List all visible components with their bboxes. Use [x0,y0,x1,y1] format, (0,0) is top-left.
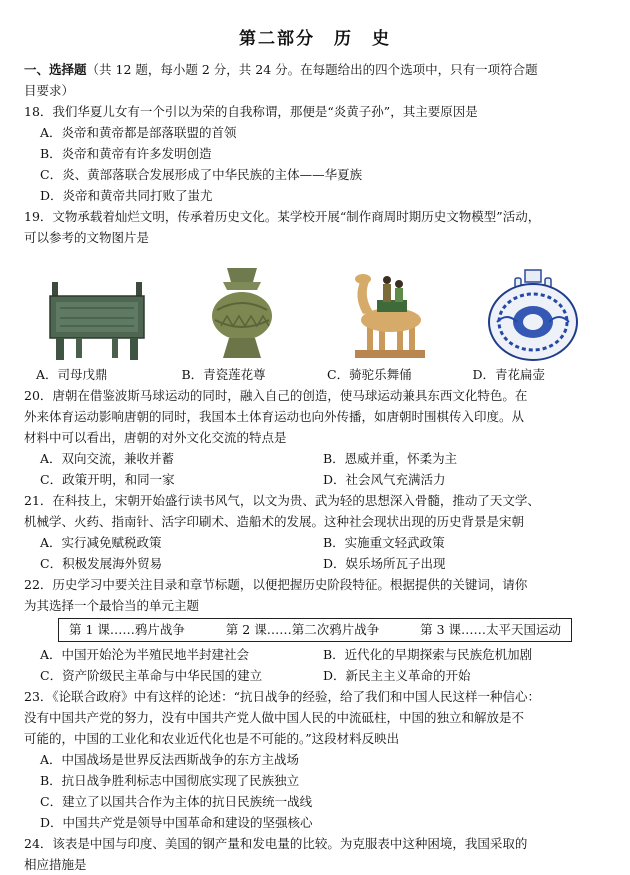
option-a: A．实行减免赋税政策 [40,535,162,550]
option-c: C．炎、黄部落联合发展形成了中华民族的主体——华夏族 [40,167,363,182]
option-d: D．娱乐场所瓦子出现 [323,556,446,571]
option-row [24,448,606,469]
option-d: D．新民主主义革命的开始 [323,668,471,683]
camel-music-figurine-image [328,264,448,364]
option-b: B．实施重文轻武政策 [323,535,445,550]
celadon-lotus-zun-image [182,264,302,364]
option-a: A．中国战场是世界反法西斯战争的东方主战场 [40,752,300,767]
option-a: A．双向交流，兼收并蓄 [40,451,175,466]
question-stem-cont: 相应措施是 [24,857,87,872]
blue-white-flask-image [473,264,593,364]
option-c: C．政策开明，和同一家 [40,472,175,487]
option-row [24,469,606,490]
option-row [24,553,606,574]
option-c: C．建立了以国共合作为主体的抗日民族统一战线 [40,794,313,809]
section-heading [24,59,606,80]
option-d: D．社会风气充满活力 [323,472,446,487]
section-instruction: （共 12 题，每小题 2 分，共 24 分。在每题给出的四个选项中，只有一项符合题 [86,62,538,77]
unit-keyword-box [58,618,572,642]
question-21 [24,490,606,574]
section-label: 一、选择题 [24,62,87,77]
question-stem: 20．唐朝在借鉴波斯马球运动的同时，融入自己的创造，使马球运动兼具东西文化特色。在 [24,388,528,403]
question-18 [24,101,606,206]
option-row [24,644,606,665]
question-stem: 24．该表是中国与印度、美国的钢产量和发电量的比较。为克服表中这种困境，我国采取的 [24,836,528,851]
option-c: C．骑驼乐舞俑 [327,367,412,382]
option-a: A．炎帝和黄帝都是部落联盟的首领 [40,125,237,140]
option-b: B．近代化的早期探索与民族危机加剧 [323,647,533,662]
question-stem: 23．《论联合政府》中有这样的论述：“抗日战争的经验，给了我们和中国人民这样一种信心： [24,689,541,704]
question-stem-cont: 为其选择一个最恰当的单元主题 [24,598,200,613]
question-19 [24,206,606,385]
option-b: B．抗日战争胜利标志中国彻底实现了民族独立 [40,773,300,788]
question-20 [24,385,606,490]
option-b: B．青瓷莲花尊 [181,367,266,382]
question-stem: 18．我们华夏儿女有一个引以为荣的自我称谓，那便是“炎黄子孙”，其主要原因是 [24,104,478,119]
question-stem-cont: 可能的，中国的工业化和农业近代化也是不可能的。”这段材料反映出 [24,731,400,746]
artifact-captions [24,364,606,385]
page-title: 第二部分 历 史 [239,29,391,49]
option-d: D．青花扁壶 [472,367,546,382]
section-instruction-cont: 目要求） [24,83,75,98]
question-stem: 22．历史学习中要关注目录和章节标题，以便把握历史阶段特征。根据提供的关键词，请你 [24,577,528,592]
option-row [24,532,606,553]
option-b: B．恩威并重，怀柔为主 [323,451,458,466]
question-24 [24,833,606,875]
option-a: A．中国开始沦为半殖民地半封建社会 [40,647,250,662]
bronze-ding-image [37,264,157,364]
question-stem: 21．在科技上，宋朝开始盛行读书风气，以文为贵、武为轻的思想深入骨髓，推动了天文学、 [24,493,540,508]
question-22 [24,574,606,686]
option-d: D．炎帝和黄帝共同打败了蚩尤 [40,188,213,203]
question-stem: 19．文物承载着灿烂文明，传承着历史文化。某学校开展“制作商周时期历史文物模型”活动， [24,209,541,224]
question-stem-cont: 没有中国共产党的努力，没有中国共产党人做中国人民的中流砥柱，中国的独立和解放是不 [24,710,525,725]
option-b: B．炎帝和黄帝有许多发明创造 [40,146,212,161]
unit-lesson-1: 第 1 课……鸦片战争 [69,622,185,637]
question-stem-cont: 材料中可以看出，唐朝的对外文化交流的特点是 [24,430,287,445]
question-stem-cont: 机械学、火药、指南针、活字印刷术、造船术的发展。这种社会现状出现的历史背景是宋朝 [24,514,525,529]
question-stem-cont: 外来体育运动影响唐朝的同时，我国本土体育运动也向外传播，如唐朝时围棋传入印度。从 [24,409,525,424]
option-c: C．资产阶级民主革命与中华民国的建立 [40,668,263,683]
option-a: A．司母戊鼎 [36,367,108,382]
question-23 [24,686,606,833]
artifact-images [24,256,606,364]
unit-lesson-3: 第 3 课……太平天国运动 [420,622,561,637]
option-row [24,665,606,686]
option-c: C．积极发展海外贸易 [40,556,163,571]
option-d: D．中国共产党是领导中国革命和建设的坚强核心 [40,815,313,830]
question-stem-cont: 可以参考的文物图片是 [24,230,150,245]
unit-lesson-2: 第 2 课……第二次鸦片战争 [225,622,380,637]
